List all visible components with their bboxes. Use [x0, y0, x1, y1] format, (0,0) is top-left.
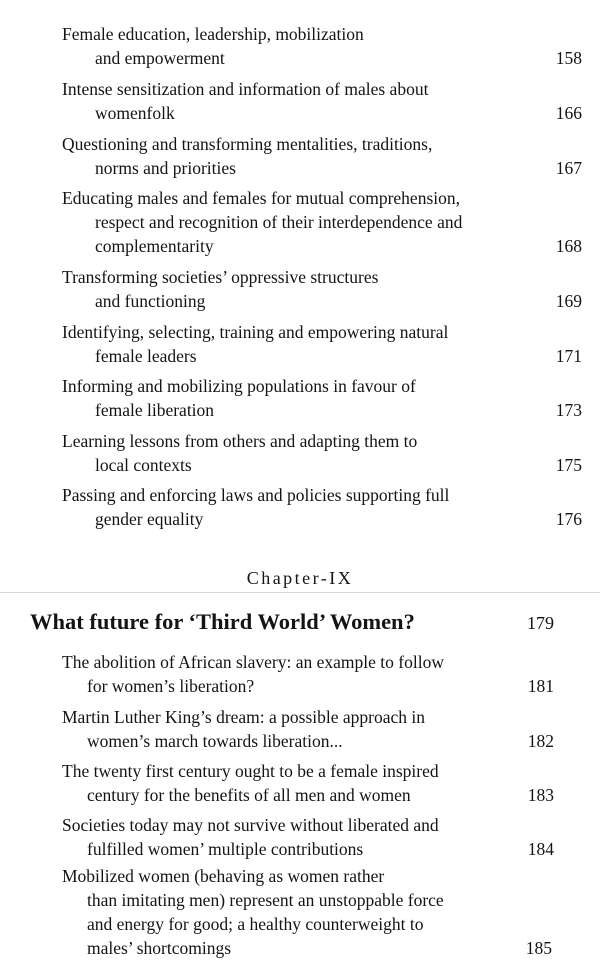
toc-entry-line: Informing and mobilizing populations in favour of [62, 376, 416, 396]
toc-entry-line: century for the benefits of all men and women [87, 785, 411, 805]
toc-page-number: 173 [555, 400, 582, 420]
toc-entry-line: gender equality [95, 509, 204, 529]
toc-entry [62, 705, 554, 753]
toc-entry-line: and empowerment [95, 48, 225, 68]
toc-entry-line: Intense sensitization and information of males about [62, 79, 429, 99]
toc-entry-line: respect and recognition of their interdependence and [95, 212, 463, 232]
toc-page-number: 158 [555, 48, 582, 68]
toc-entry-line: local contexts [95, 455, 192, 475]
toc-entry [62, 650, 554, 698]
toc-entry [62, 22, 582, 70]
toc-entry [62, 813, 554, 861]
toc-page-number: 168 [555, 236, 582, 256]
toc-entry-line: and energy for good; a healthy counterweight to [87, 914, 424, 934]
toc-entry-line: Mobilized women (behaving as women rather [62, 866, 385, 886]
toc-entry [62, 759, 554, 807]
toc-entry-line: Identifying, selecting, training and empowering natural [62, 322, 449, 342]
toc-entry-line: Societies today may not survive without liberated and [62, 815, 439, 835]
toc-entry-line: Female education, leadership, mobilization [62, 24, 364, 44]
toc-page-number: 171 [555, 346, 582, 366]
toc-page-number: 166 [555, 103, 582, 123]
toc-entry [62, 320, 582, 368]
chapter-title: What future for ‘Third World’ Women? [30, 609, 415, 634]
toc-entry-line: than imitating men) represent an unstoppable force [87, 890, 444, 910]
toc-entry-line: female leaders [95, 346, 197, 366]
toc-entry-line: complementarity [95, 236, 214, 256]
toc-page-number: 169 [555, 291, 582, 311]
toc-entry [62, 429, 582, 477]
toc-entry-line: female liberation [95, 400, 215, 420]
toc-entry-line: women’s march towards liberation... [87, 731, 343, 751]
toc-entry-line: Learning lessons from others and adapting them to [62, 431, 418, 451]
toc-page-number: 167 [555, 158, 582, 178]
toc-entry [62, 483, 582, 531]
toc-entry-line: males’ shortcomings [87, 938, 232, 958]
toc-entry-line: The abolition of African slavery: an example to follow [62, 652, 444, 672]
toc-page-number: 181 [527, 676, 554, 696]
toc-page-number: 175 [555, 455, 582, 475]
toc-entry-line: for women’s liberation? [87, 676, 255, 696]
toc-entry-line: fulfilled women’ multiple contributions [87, 839, 364, 859]
toc-entry-line: and functioning [95, 291, 206, 311]
toc-entry-line: Transforming societies’ oppressive structures [62, 267, 379, 287]
toc-entry [62, 864, 552, 960]
chapter-label: Chapter-IX [246, 568, 354, 588]
toc-entry-line: Martin Luther King’s dream: a possible approach in [62, 707, 426, 727]
toc-page-number: 183 [527, 785, 554, 805]
toc-page-number: 184 [527, 839, 554, 859]
chapter-page-number: 179 [527, 613, 554, 633]
toc-entry [62, 265, 582, 313]
toc-page-number: 185 [525, 938, 552, 958]
toc-entry-line: Educating males and females for mutual comprehension, [62, 188, 460, 208]
toc-entry [62, 374, 582, 422]
toc-entry [62, 77, 582, 125]
toc-entry [62, 132, 582, 180]
toc-entry-line: Passing and enforcing laws and policies supporting full [62, 485, 450, 505]
toc-entry-line: The twenty first century ought to be a female inspired [62, 761, 439, 781]
toc-page-number: 182 [527, 731, 554, 751]
toc-entry [62, 186, 582, 258]
toc-entry-line: womenfolk [95, 103, 175, 123]
toc-entry-line: Questioning and transforming mentalities, traditions, [62, 134, 433, 154]
divider [0, 592, 600, 593]
toc-entry-line: norms and priorities [95, 158, 236, 178]
toc-page-number: 176 [555, 509, 582, 529]
